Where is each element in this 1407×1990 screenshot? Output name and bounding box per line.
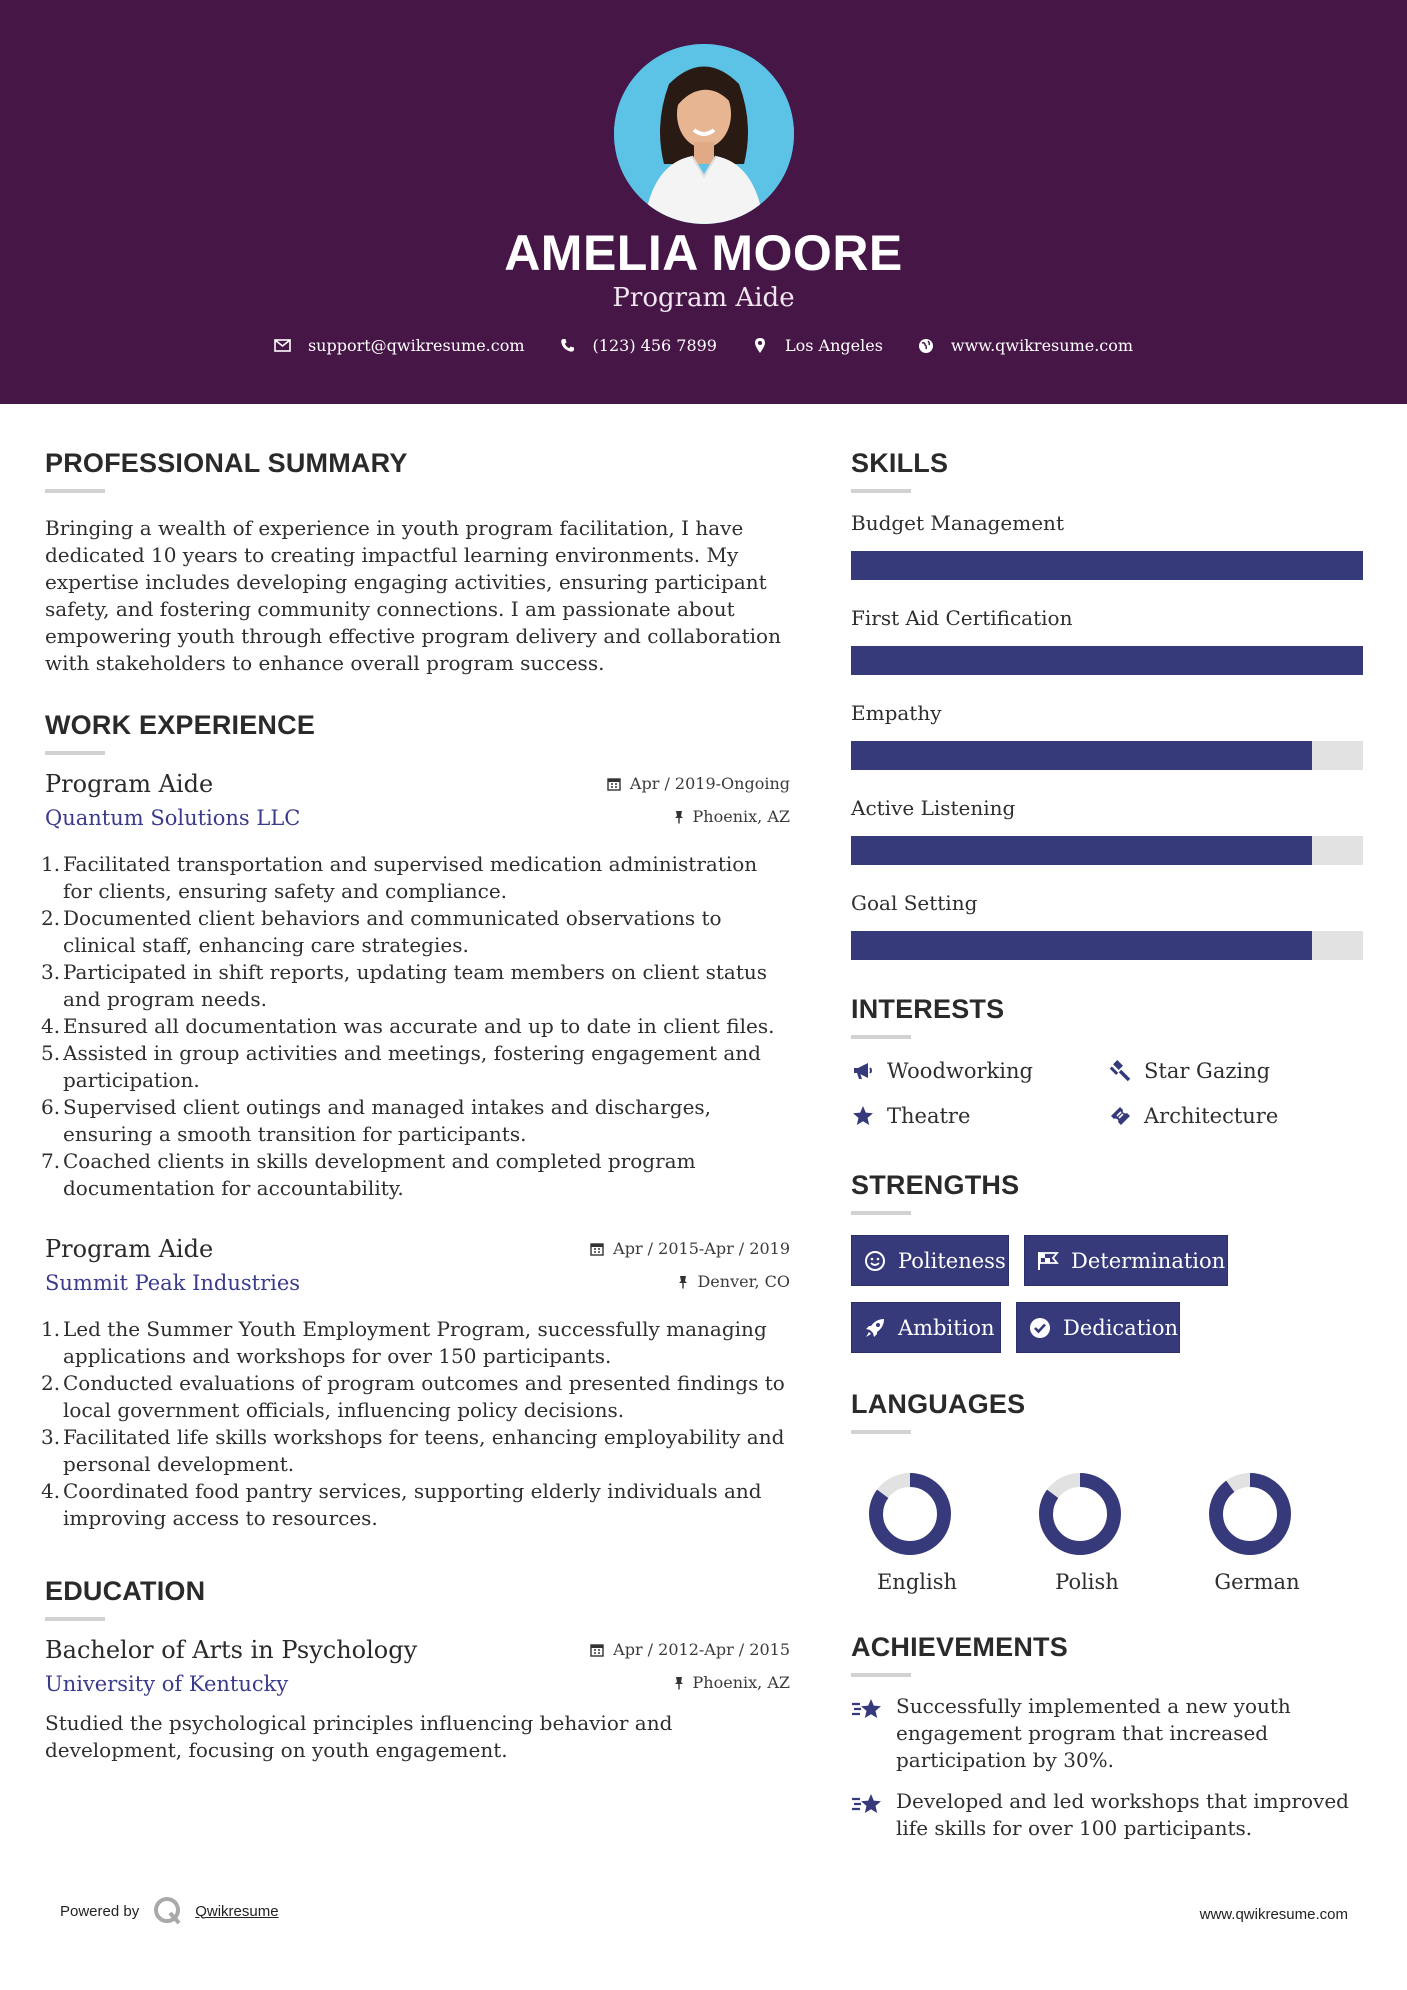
achievement-item xyxy=(851,1788,1363,1842)
resume-header xyxy=(0,0,1407,404)
section-title: WORK EXPERIENCE xyxy=(45,710,316,740)
interest-item xyxy=(851,1057,1108,1084)
job-company: Summit Peak Industries xyxy=(45,1271,301,1295)
education-location xyxy=(674,1673,790,1692)
section-title: ACHIEVEMENTS xyxy=(851,1632,1068,1662)
section-title: INTERESTS xyxy=(851,994,1005,1024)
skill-level-fill xyxy=(851,646,1363,675)
skill-level-bar xyxy=(851,551,1363,580)
skills-list xyxy=(851,511,1363,960)
skill-level-bar xyxy=(851,931,1363,960)
job-location-text: Phoenix, AZ xyxy=(692,807,790,826)
calendar-icon xyxy=(590,1643,604,1657)
interest-label: Architecture xyxy=(1144,1103,1279,1128)
megaphone-icon xyxy=(851,1059,875,1083)
candidate-role: Program Aide xyxy=(612,283,795,313)
language-item xyxy=(1191,1470,1361,1594)
list-item: Documented client behaviors and communicated observations to clinical staff, enhancing care strategies. xyxy=(63,906,722,957)
interest-item xyxy=(1108,1057,1363,1084)
list-item: Assisted in group activities and meetings, fostering engagement and participation. xyxy=(63,1041,761,1092)
section-divider xyxy=(851,1673,911,1677)
gavel-icon xyxy=(1108,1059,1132,1083)
language-proficiency-ring xyxy=(866,1470,954,1558)
flag-icon xyxy=(1037,1250,1059,1272)
list-item: Conducted evaluations of program outcomes and presented findings to local government officials, influencing policy decisions. xyxy=(63,1371,785,1422)
skill-level-bar xyxy=(851,646,1363,675)
shooting-star-icon xyxy=(851,1695,885,1725)
school-name: University of Kentucky xyxy=(45,1672,289,1696)
location-pin-icon xyxy=(751,337,769,355)
section-title: EDUCATION xyxy=(45,1576,206,1606)
contact-location xyxy=(751,336,883,355)
strengths-section xyxy=(851,1170,1363,1353)
strength-label: Dedication xyxy=(1063,1315,1179,1340)
strength-badge xyxy=(851,1235,1009,1286)
job-title: Program Aide xyxy=(45,1235,214,1263)
phone-icon xyxy=(559,337,577,355)
contact-website-text: www.qwikresume.com xyxy=(950,336,1134,355)
contact-location-text: Los Angeles xyxy=(784,336,883,355)
list-item: Facilitated life skills workshops for teens, enhancing employability and personal development. xyxy=(63,1425,785,1476)
pushpin-icon xyxy=(674,1676,684,1690)
section-title: STRENGTHS xyxy=(851,1170,1020,1200)
list-item: Coordinated food pantry services, supporting elderly individuals and improving access to resources. xyxy=(63,1479,762,1530)
contact-email[interactable] xyxy=(274,336,525,355)
skill-name: Budget Management xyxy=(851,511,1064,535)
list-item: Led the Summer Youth Employment Program, successfully managing applications and workshops for over 150 participants. xyxy=(63,1317,767,1368)
language-name: Polish xyxy=(1055,1570,1119,1594)
skill-level-fill xyxy=(851,741,1312,770)
section-divider xyxy=(851,1211,911,1215)
contact-email-text: support@qwikresume.com xyxy=(307,336,525,355)
achievement-text: Successfully implemented a new youth engagement program that increased participation by 30%. xyxy=(896,1694,1291,1772)
summary-text: Bringing a wealth of experience in youth program facilitation, I have dedicated 10 years to creating impactful learning environments. My expertise includes developing engaging activities, ensuring participant safety, and fostering community connections. I am passionate about empowering youth through effective program delivery and collaboration with stakeholders to enhance overall program success. xyxy=(45,516,781,675)
left-column xyxy=(45,448,790,1764)
job-title: Program Aide xyxy=(45,770,214,798)
section-divider xyxy=(851,1430,911,1434)
job-duties-list xyxy=(45,1316,790,1532)
skill-item xyxy=(851,701,1363,770)
education-date xyxy=(590,1640,790,1659)
section-divider xyxy=(45,751,105,755)
skill-name: First Aid Certification xyxy=(851,606,1073,630)
calendar-icon xyxy=(607,777,621,791)
job-location xyxy=(674,807,790,826)
qwikresume-link[interactable]: Qwikresume xyxy=(195,1902,279,1920)
list-item: Participated in shift reports, updating team members on client status and program needs. xyxy=(63,960,768,1011)
education-description: Studied the psychological principles influencing behavior and development, focusing on youth engagement. xyxy=(45,1711,673,1762)
interests-grid xyxy=(851,1057,1363,1129)
pushpin-icon xyxy=(674,810,684,824)
powered-by-label: Powered by xyxy=(60,1902,140,1920)
check-circle-icon xyxy=(1029,1317,1051,1339)
skill-item xyxy=(851,891,1363,960)
skill-name: Goal Setting xyxy=(851,891,978,915)
skill-level-bar xyxy=(851,836,1363,865)
list-item: Supervised client outings and managed intakes and discharges, ensuring a smooth transition for participants. xyxy=(63,1095,712,1146)
footer-url[interactable]: www.qwikresume.com xyxy=(1199,1906,1348,1923)
skills-section xyxy=(851,448,1363,960)
strength-label: Determination xyxy=(1071,1248,1226,1273)
summary-section xyxy=(45,448,790,677)
skill-level-bar xyxy=(851,741,1363,770)
education-location-text: Phoenix, AZ xyxy=(692,1673,790,1692)
language-name: German xyxy=(1214,1570,1300,1594)
achievement-item xyxy=(851,1693,1363,1774)
skill-level-fill xyxy=(851,836,1312,865)
strength-badge xyxy=(1016,1302,1180,1353)
section-title: PROFESSIONAL SUMMARY xyxy=(45,448,408,478)
right-column xyxy=(851,448,1363,1842)
contact-website[interactable] xyxy=(917,336,1133,355)
section-divider xyxy=(45,1617,105,1621)
ring-fill xyxy=(1216,1480,1284,1548)
job-date-text: Apr / 2019-Ongoing xyxy=(629,774,790,793)
smile-icon xyxy=(864,1250,886,1272)
achievements-section xyxy=(851,1632,1363,1842)
education-entry xyxy=(45,1636,790,1764)
contact-bar xyxy=(0,336,1407,355)
languages-section xyxy=(851,1389,1363,1594)
list-item: Coached clients in skills development and completed program documentation for accountability. xyxy=(63,1149,696,1200)
qwikresume-logo-icon xyxy=(153,1896,183,1926)
language-item xyxy=(851,1470,1021,1594)
language-proficiency-ring xyxy=(1206,1470,1294,1558)
strength-label: Politeness xyxy=(898,1248,1006,1273)
language-item xyxy=(1021,1470,1191,1594)
list-item: Ensured all documentation was accurate and up to date in client files. xyxy=(63,1014,775,1038)
job-date xyxy=(590,1239,790,1258)
globe-icon xyxy=(917,337,935,355)
language-name: English xyxy=(876,1570,958,1594)
job-duties-list xyxy=(45,851,790,1202)
strengths-list xyxy=(851,1235,1363,1353)
job-entry xyxy=(45,1235,790,1532)
interest-label: Woodworking xyxy=(887,1058,1033,1083)
list-item: Facilitated transportation and supervised medication administration for clients, ensuring safety and compliance. xyxy=(63,852,758,903)
job-location-text: Denver, CO xyxy=(697,1272,790,1291)
footer-powered-by xyxy=(60,1896,279,1926)
job-location xyxy=(678,1272,790,1291)
job-date-text: Apr / 2015-Apr / 2019 xyxy=(613,1239,790,1258)
strength-badge xyxy=(1024,1235,1228,1286)
interest-label: Theatre xyxy=(887,1103,971,1128)
degree-title: Bachelor of Arts in Psychology xyxy=(45,1636,418,1664)
section-title: LANGUAGES xyxy=(851,1389,1026,1419)
skill-item xyxy=(851,511,1363,580)
skill-item xyxy=(851,796,1363,865)
achievement-text: Developed and led workshops that improved life skills for over 100 participants. xyxy=(896,1789,1349,1840)
section-divider xyxy=(851,1035,911,1039)
skill-level-fill xyxy=(851,551,1363,580)
star-icon xyxy=(851,1104,875,1128)
interests-section xyxy=(851,994,1363,1129)
pushpin-icon xyxy=(678,1275,688,1289)
language-proficiency-ring xyxy=(1036,1470,1124,1558)
strength-label: Ambition xyxy=(898,1315,995,1340)
contact-phone-text: (123) 456 7899 xyxy=(592,336,717,355)
envelope-icon xyxy=(274,337,292,355)
education-section xyxy=(45,1576,790,1764)
skill-level-fill xyxy=(851,931,1312,960)
section-divider xyxy=(851,489,911,493)
job-entry xyxy=(45,770,790,1202)
section-title: SKILLS xyxy=(851,448,949,478)
languages-list xyxy=(851,1470,1363,1594)
candidate-name: AMELIA MOORE xyxy=(504,225,903,281)
skill-name: Empathy xyxy=(851,701,942,725)
interest-label: Star Gazing xyxy=(1144,1058,1271,1083)
work-section xyxy=(45,710,790,1532)
section-divider xyxy=(45,489,105,493)
job-company: Quantum Solutions LLC xyxy=(45,806,301,830)
job-date xyxy=(607,774,790,793)
interest-item xyxy=(851,1102,1108,1129)
education-date-text: Apr / 2012-Apr / 2015 xyxy=(613,1640,790,1659)
skill-item xyxy=(851,606,1363,675)
ticket-icon xyxy=(1108,1104,1132,1128)
strength-badge xyxy=(851,1302,1001,1353)
rocket-icon xyxy=(864,1317,886,1339)
profile-photo xyxy=(614,44,794,224)
calendar-icon xyxy=(590,1242,604,1256)
contact-phone[interactable] xyxy=(559,336,717,355)
shooting-star-icon xyxy=(851,1790,885,1820)
interest-item xyxy=(1108,1102,1363,1129)
skill-name: Active Listening xyxy=(851,796,1016,820)
